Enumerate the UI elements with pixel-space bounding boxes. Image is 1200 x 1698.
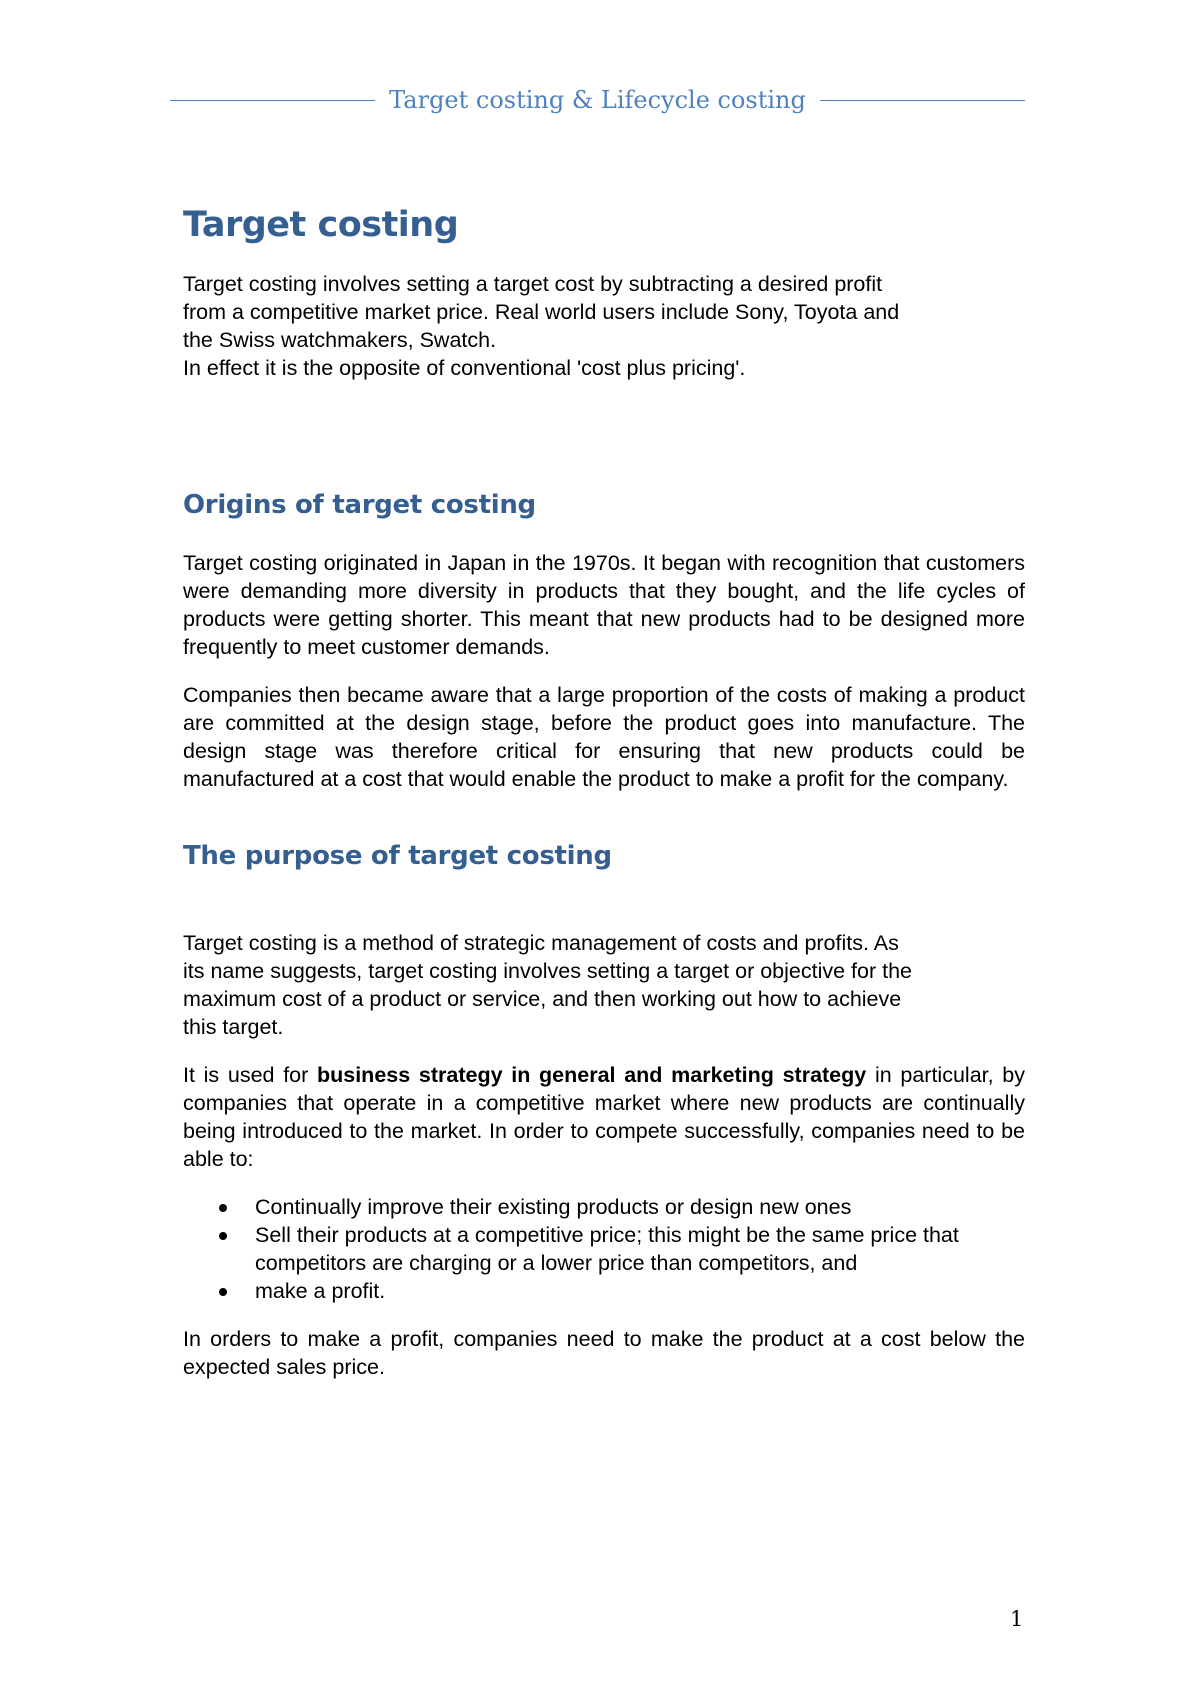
page-number: 1	[1010, 1607, 1024, 1631]
bullet-icon	[219, 1204, 227, 1212]
intro-paragraph	[183, 270, 1025, 382]
header-rule-right	[820, 100, 1025, 101]
list-item-text: Sell their products at a competitive price; this might be the same price that competitors are charging or a lower price than competitors, and	[255, 1223, 959, 1275]
closing-paragraph: In orders to make a profit, companies need to make the product at a cost below the expected sales price.	[183, 1327, 1025, 1379]
purpose-paragraph-2-suffix: in particular, by companies that operate in a competitive market where new products are continually being introduced to the market. In order to compete successfully, companies need to be able to:	[183, 1063, 1025, 1171]
page-title: Target costing	[183, 205, 459, 245]
purpose-paragraph-2-bold: business strategy in general and marketing strategy	[316, 1063, 867, 1087]
list-item	[183, 1277, 1025, 1305]
list-item	[183, 1193, 1025, 1221]
purpose-line: Target costing is a method of strategic management of costs and profits. As	[183, 931, 899, 955]
purpose-line: this target.	[183, 1015, 284, 1039]
list-item	[183, 1221, 1025, 1277]
origins-paragraph-2: Companies then became aware that a large proportion of the costs of making a product are committed at the design stage, before the product goes into manufacture. The design stage was therefore critical for ensuring that new products could be manufactured at a cost that would enable the product to make a profit for the company.	[183, 683, 1025, 791]
intro-line: In effect it is the opposite of conventional 'cost plus pricing'.	[183, 356, 746, 380]
purpose-bullet-list	[183, 1193, 1025, 1305]
list-item-text: make a profit.	[255, 1279, 386, 1303]
purpose-paragraph-1	[183, 929, 1025, 1041]
purpose-heading: The purpose of target costing	[183, 841, 612, 871]
purpose-paragraph-2-prefix: It is used for	[183, 1063, 317, 1087]
purpose-line: maximum cost of a product or service, and then working out how to achieve	[183, 987, 902, 1011]
header-rule-left	[170, 100, 375, 101]
intro-line: from a competitive market price. Real world users include Sony, Toyota and	[183, 300, 900, 324]
purpose-paragraph-2	[183, 1061, 1025, 1173]
bullet-icon	[219, 1232, 227, 1240]
origins-heading: Origins of target costing	[183, 490, 536, 520]
origins-paragraph-1: Target costing originated in Japan in the 1970s. It began with recognition that customers were demanding more diversity in products that they bought, and the life cycles of products were getting shorter. This meant that new products had to be designed more frequently to meet customer demands.	[183, 551, 1025, 659]
intro-line: Target costing involves setting a target cost by subtracting a desired profit	[183, 272, 883, 296]
running-header	[170, 86, 1025, 114]
intro-line: the Swiss watchmakers, Swatch.	[183, 328, 497, 352]
purpose-line: its name suggests, target costing involves setting a target or objective for the	[183, 959, 912, 983]
bullet-icon	[219, 1288, 227, 1296]
document-body	[183, 205, 1025, 1381]
list-item-text: Continually improve their existing products or design new ones	[255, 1195, 852, 1219]
running-header-title: Target costing & Lifecycle costing	[389, 86, 806, 114]
